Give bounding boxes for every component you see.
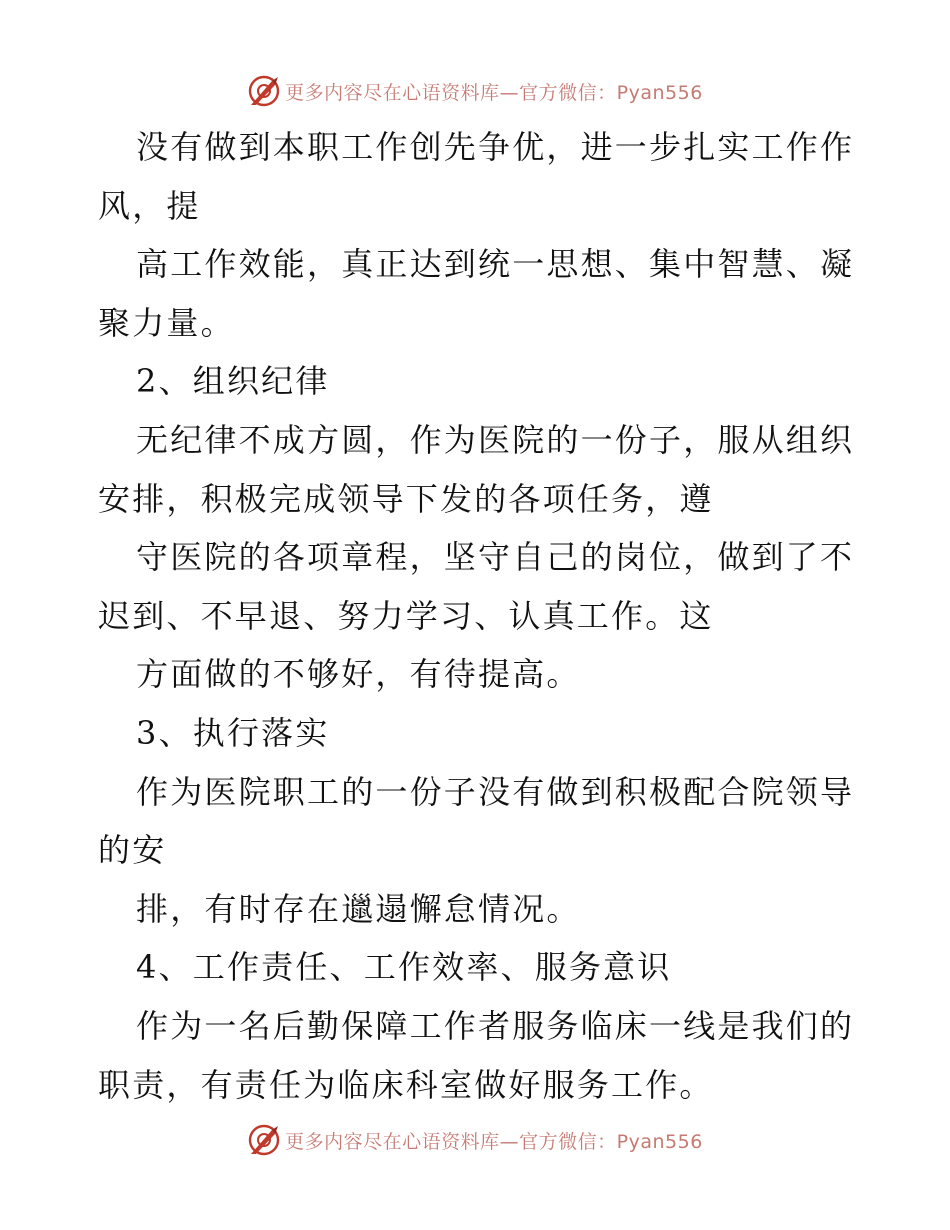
section-heading: 3、执行落实 [136,713,330,752]
section-heading: 4、工作责任、工作效率、服务意识 [136,948,672,987]
watermark-text: 更多内容尽在心语资料库—官方微信：Pyan556 [285,1130,703,1153]
text-line: 没有做到本职工作创先争优，进一步扎实工作作 [136,128,855,166]
text-line: 安排，积极完成领导下发的各项任务，遵 [98,479,714,518]
section-heading: 2、组织纪律 [136,362,330,401]
watermark-text: 更多内容尽在心语资料库—官方微信：Pyan556 [285,81,703,104]
text-line: 高工作效能，真正达到统一思想、集中智慧、凝 [136,245,855,284]
text-line: 作为医院职工的一份子没有做到积极配合院领导 [136,772,855,811]
text-line: 职责，有责任为临床科室做好服务工作。 [98,1065,714,1104]
text-line: 风，提 [98,186,201,225]
text-line: 迟到、不早退、努力学习、认真工作。这 [98,596,714,635]
feather-pen-logo-icon [247,1123,281,1157]
footer-watermark [0,1120,950,1160]
header-watermark [0,71,950,111]
text-line: 的安 [98,831,167,870]
text-line: 聚力量。 [98,303,235,342]
text-line: 作为一名后勤保障工作者服务临床一线是我们的 [136,1006,855,1045]
text-line: 无纪律不成方圆，作为医院的一份子，服从组织 [136,420,855,459]
text-line: 守医院的各项章程，坚守自己的岗位，做到了不 [136,538,855,577]
feather-pen-logo-icon [247,74,281,108]
text-line: 排，有时存在邋遢懈怠情况。 [136,889,581,928]
text-line: 方面做的不够好，有待提高。 [136,655,581,694]
document-body [98,118,858,1114]
